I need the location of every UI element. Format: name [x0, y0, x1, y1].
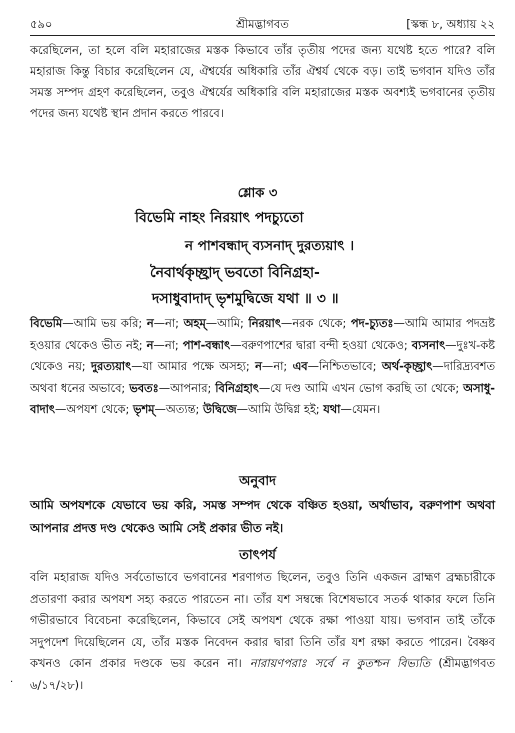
purport-heading: তাৎপর্য [239, 548, 276, 563]
intro-paragraph: করেছিলেন, তা হলে বলি মহারাজের মস্তক কিভাবে তাঁর তৃতীয় পদের জন্য যথেষ্ট হতে পারে? বলি মহারাজ কিন্তু বিচার করেছিলেন যে, ঐশ্বর্যের অধিকারি তাঁর ঐশ্বর্য থেকে বড়। তাই ভগবান যদিও তাঁর সমস্ত সম্পদ গ্রহণ করেছিলেন, তবুও ঐশ্বর্যের অধিকারি বলি মহারাজের মস্তক অবশ্যই ভগবানের তৃতীয় পদের জন্য যথেষ্ট স্থান প্রদান করতে পারবে। [30, 43, 495, 120]
synonym-word: ন [146, 337, 154, 352]
synonym-meaning: আমি ভয় করি; [73, 316, 147, 330]
synonym-meaning: অপযশ থেকে; [66, 402, 133, 416]
word-meanings: বিভেমি—আমি ভয় করি; ন—না; অহম্—আমি; নিরয়াৎ—নরক থেকে; পদ-চ্যুতঃ—আমি আমার পদভ্রষ্ট হওয়ার থেকেও ভীত নই; ন—না; পাশ-বন্ধাৎ—বরুণপাশের দ্বারা বন্দী হওয়া থেকেও; ব্যসনাৎ—দুঃখ-কষ্ট থেকেও নয়; দুরত্যয়াৎ—যা আমার পক্ষে অসহ্য; ন—না; এব—নিশ্চিতভাবে; অর্থ-কৃচ্ছ্রাৎ—দারিদ্র্যবশত অথবা ধনের অভাবে; ভবতঃ—আপনার; বিনিগ্রহাৎ—যে দণ্ড আমি এখন ভোগ করছি তা থেকে; অসাধু-বাদাৎ—অপযশ থেকে; ভৃশম্—অত্যন্ত; উদ্বিজে—আমি উদ্বিগ্ন হই; যথা—যেমন। [30, 316, 495, 416]
synonym-word: বিনিগ্রহাৎ [215, 380, 259, 395]
synonym-meaning: বরুণপাশের দ্বারা বন্দী হওয়া থেকেও; [241, 337, 412, 352]
synonym-word: বিভেমি [30, 316, 63, 330]
synonym-meaning: আমি; [217, 316, 249, 330]
synonym-word: অহম্ [183, 316, 206, 330]
synonym-word: ব্যসনাৎ [411, 337, 446, 352]
verse-line: দসাধুবাদাদ্ ভৃশমুদ্বিজে যথা ॥ ৩ ॥ [152, 291, 339, 307]
synonym-meaning: অত্যন্ত; [165, 402, 203, 416]
synonym-word: অর্থ-কৃচ্ছ্রাৎ [381, 359, 433, 373]
translation-heading: অনুবাদ [239, 474, 276, 489]
synonym-word: পাশ-বন্ধাৎ [182, 337, 231, 352]
book-title: শ্রীমদ্ভাগবত [236, 17, 289, 31]
page-header [30, 16, 495, 34]
synonym-meaning: দারিদ্র্যবশত অথবা ধনের অভাবে; [30, 359, 495, 395]
synonym-meaning: যা আমার পক্ষে অসহ্য; [142, 359, 256, 373]
synonym-word: উদ্বিজে [202, 402, 237, 416]
synonym-word: ভবতঃ [129, 380, 159, 395]
synonym-meaning: আমি উদ্বিগ্ন হই; [248, 402, 324, 416]
purport-body: বলি মহারাজ যদিও সর্বতোভাবে ভগবানের শরণাগত ছিলেন, তবুও তিনি একজন ব্রাহ্মণ ব্রহ্মচারীকে প্রতারণা করার অপযশ সহ্য করতে পারতেন না। তাঁর যশ সম্বন্ধে বিশেষভাবে সতর্ক থাকার ফলে তিনি গভীরভাবে বিবেচনা করেছিলেন, কিভাবে সেই অপযশ থেকে রক্ষা পাওয়া যায়। ভগবান তাই তাঁকে সদুপদেশ দিয়েছিলেন যে, তাঁর মস্তক নিবেদন করার দ্বারা তিনি তাঁর যশ রক্ষা করতে পারেন। বৈষ্ণব কখনও কোন প্রকার দণ্ডকে ভয় করেন না। [30, 570, 495, 670]
purport-reference: (শ্রীমদ্ভাগবত ৬/১৭/২৮)। [30, 656, 495, 692]
synonym-word: এব [292, 359, 308, 373]
sloka-heading: শ্লোক ৩ [237, 186, 278, 201]
synonym-meaning: নরক থেকে; [292, 316, 351, 330]
print-speck: · [10, 677, 14, 688]
synonym-word: নিরয়াৎ [248, 316, 281, 330]
synonym-meaning: আপনার; [170, 380, 216, 395]
verse-line: ন পাশবন্ধাদ্ ব্যসনাদ্ দুরত্যয়াৎ । [185, 238, 355, 254]
page-number: ৫৯০ [30, 17, 53, 31]
synonym-meaning: না; [165, 316, 184, 330]
synonym-word: ন [146, 316, 154, 330]
purport-quote: নারায়ণপরাঃ সর্বে ন কুতশ্চন বিভ্যতি [249, 656, 431, 670]
synonym-meaning: দুঃখ-কষ্ট থেকেও নয়; [30, 337, 495, 373]
synonym-word: অসাধু-বাদাৎ [30, 380, 495, 416]
verse-line: বিভেমি নাহং নিরয়াৎ পদচ্যুতো [135, 210, 304, 226]
synonym-word: ভৃশম্ [132, 402, 155, 416]
synonym-meaning: না; [273, 359, 293, 373]
verse-line: নৈবার্থকৃচ্ছ্রাদ্ ভবতো বিনিগ্রহা- [150, 265, 320, 281]
synonym-word: দুরত্যয়াৎ [90, 359, 132, 373]
synonym-meaning: না; [164, 337, 183, 352]
synonym-meaning: যেমন। [351, 402, 381, 416]
synonym-meaning: যে দণ্ড আমি এখন ভোগ করছি তা থেকে; [270, 380, 464, 395]
translation-text: আমি অপযশকে যেভাবে ভয় করি, সমস্ত সম্পদ থেকে বঞ্চিত হওয়া, অর্থাভাব, বরুণপাশ অথবা আপনার প্রদত্ত দণ্ড থেকেও আমি সেই প্রকার ভীত নই। [30, 498, 495, 535]
chapter-reference: [স্কন্ধ ৮, অধ্যায় ২২ [406, 17, 495, 31]
synonym-word: যথা [323, 402, 341, 416]
synonym-word: ন [255, 359, 262, 373]
purport-text [30, 567, 495, 696]
synonym-meaning: নিশ্চিতভাবে; [319, 359, 382, 373]
header-rule [30, 35, 495, 36]
synonym-meaning: আমি আমার পদভ্রষ্ট হওয়ার থেকেও ভীত নই; [30, 316, 495, 352]
synonym-word: পদ-চ্যুতঃ [350, 316, 394, 330]
